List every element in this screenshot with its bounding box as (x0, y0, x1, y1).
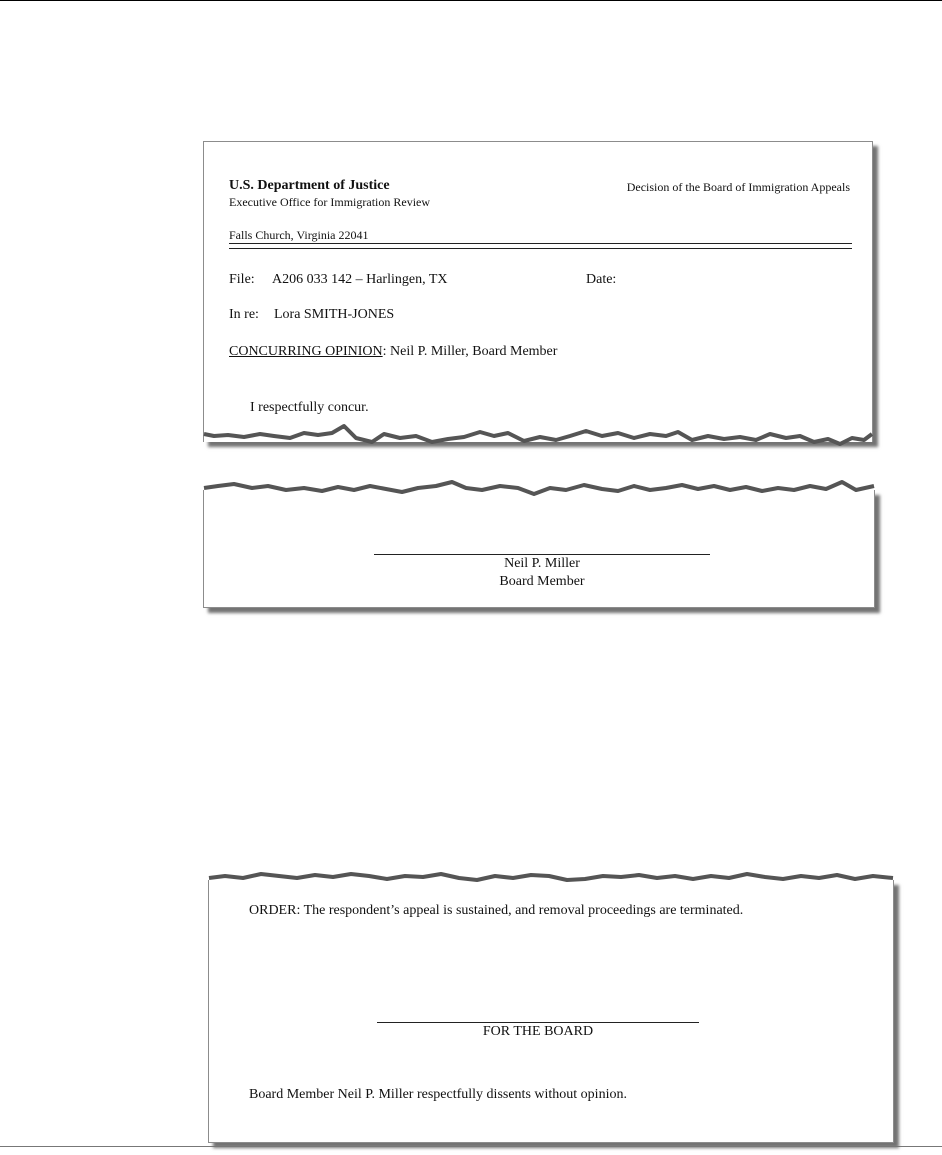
signer-title: Board Member (499, 574, 585, 589)
top-rule (0, 0, 942, 1)
bottom-rule (0, 1146, 942, 1147)
order-text: ORDER: The respondent’s appeal is sustained, and removal proceedings are terminated. (249, 903, 744, 918)
board-signature-line (377, 1022, 699, 1023)
torn-edge-top (209, 866, 893, 902)
opinion-line (229, 344, 557, 360)
dissent-text: Board Member Neil P. Miller respectfully dissents without opinion. (249, 1087, 627, 1102)
opinion-label: CONCURRING OPINION (229, 344, 383, 359)
file-label: File: (229, 272, 255, 287)
file-number: A206 033 142 – Harlingen, TX (272, 272, 448, 287)
office-name: Executive Office for Immigration Review (229, 195, 431, 209)
double-rule (229, 243, 852, 249)
for-the-board: FOR THE BOARD (482, 1024, 594, 1039)
respondent-name: Lora SMITH-JONES (274, 307, 395, 322)
inre-label: In re: (229, 307, 259, 322)
signer-name: Neil P. Miller (504, 556, 580, 571)
concurrence-text: I respectfully concur. (250, 400, 369, 415)
signature-line (374, 554, 710, 555)
document-excerpt-signature (203, 490, 875, 608)
opinion-author: : Neil P. Miller, Board Member (382, 344, 558, 359)
decision-title: Decision of the Board of Immigration Appeals (626, 180, 850, 194)
document-excerpt-header (203, 141, 873, 442)
agency-name: U.S. Department of Justice (229, 178, 390, 193)
torn-edge-bottom (204, 420, 872, 456)
date-label: Date: (586, 272, 617, 287)
torn-edge-top (204, 476, 874, 512)
office-address: Falls Church, Virginia 22041 (229, 228, 369, 242)
document-excerpt-order (208, 880, 894, 1143)
